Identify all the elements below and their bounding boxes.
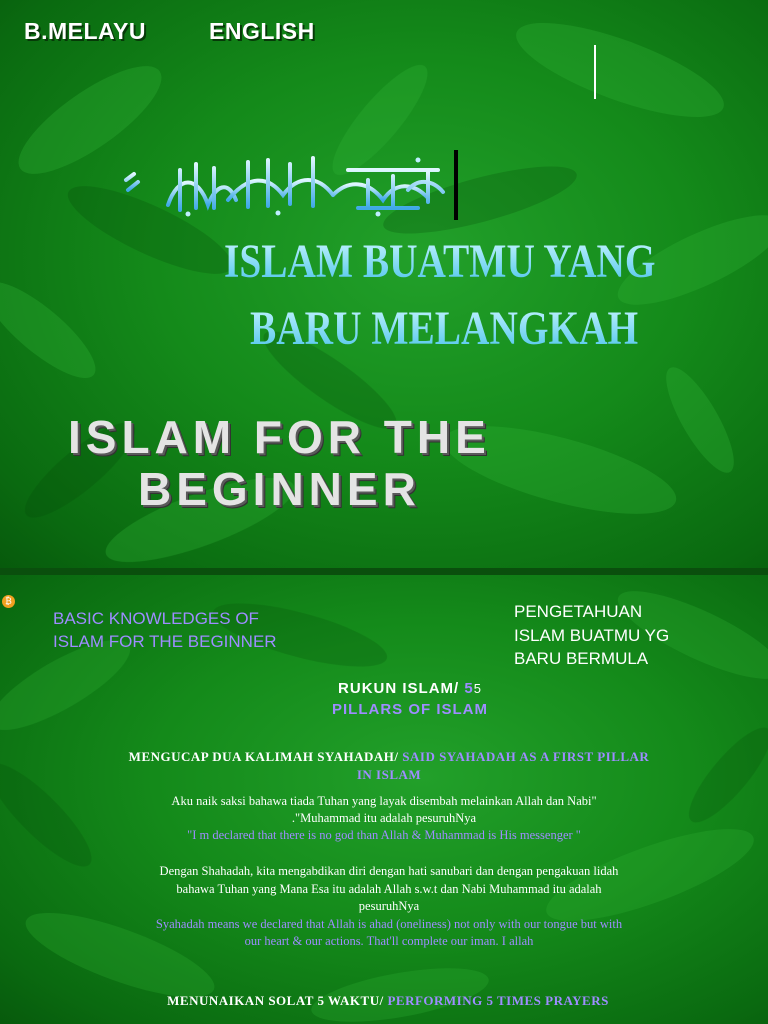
title-english-line1: ISLAM FOR THE [68, 411, 491, 463]
para-malay-line2: bahawa Tuhan yang Mana Esa itu adalah Allah s.w.t dan Nabi Muhammad itu adalah [176, 881, 602, 896]
pillars-heading: PILLARS OF ISLAM [332, 701, 488, 718]
pillar1-heading [0, 748, 768, 784]
para-english-line1: Syahadah means we declared that Allah is ahad (oneliness) not only with our tongue but with [155, 916, 623, 931]
title-english-line2: BEGINNER [138, 463, 421, 515]
title-malay-line2: BARU MELANGKAH [250, 302, 639, 355]
right-heading-line2: ISLAM BUATMU YG [514, 625, 670, 645]
content-slide [0, 575, 768, 1024]
rukun-number: 5 [464, 680, 474, 697]
pillar2-english: PERFORMING 5 TIMES PRAYERS [387, 993, 609, 1008]
rukun-label: RUKUN ISLAM/ [338, 680, 465, 697]
pillar2-malay: MENUNAIKAN SOLAT 5 WAKTU/ [167, 993, 388, 1008]
left-heading-line1: BASIC KNOWLEDGES OF [53, 609, 259, 628]
slide-divider [0, 568, 768, 575]
pillar2-heading [0, 993, 768, 1009]
title-malay-line1: ISLAM BUATMU YANG [224, 235, 656, 288]
right-heading [514, 600, 669, 671]
syahadah-paragraph [0, 863, 768, 951]
pillar1-malay: MENGUCAP DUA KALIMAH SYAHADAH/ [128, 749, 403, 764]
bismillah-calligraphy-icon [118, 150, 463, 220]
para-malay-line1: Dengan Shahadah, kita mengabdikan diri dengan hati sanubari dan dengan pengakuan lidah [159, 864, 619, 878]
shahada-malay-line1: Aku naik saksi bahawa tiada Tuhan yang layak disembah melainkan Allah dan Nabi" [171, 794, 597, 808]
rukun-number-small: 5 [473, 681, 482, 696]
shahada-english: "I m declared that there is no god than Allah & Muhammad is His messenger " [187, 828, 581, 842]
right-heading-line1: PENGETAHUAN [514, 602, 643, 621]
lang-malay-label[interactable]: B.MELAYU [24, 18, 146, 44]
coin-icon[interactable]: ₿ [2, 595, 15, 608]
pillar1-english: SAID SYAHADAH AS A FIRST PILLAR [402, 749, 650, 764]
pillar1-english-cont: IN ISLAM [356, 767, 422, 782]
shahada-malay-line2: ."Muhammad itu adalah pesuruhNya [291, 811, 477, 825]
left-heading-line2: ISLAM FOR THE BEGINNER [53, 632, 277, 651]
lang-english-label[interactable]: ENGLISH [209, 18, 315, 44]
right-heading-line3: BARU BERMULA [514, 649, 649, 668]
para-malay-line3: pesuruhNya [358, 899, 420, 913]
para-english-line2: our heart & our actions. That'll complete our iman. I allah [244, 934, 534, 948]
left-heading [53, 607, 277, 653]
text-cursor [594, 45, 596, 99]
shahada-block [0, 793, 768, 844]
rukun-heading [0, 680, 768, 697]
